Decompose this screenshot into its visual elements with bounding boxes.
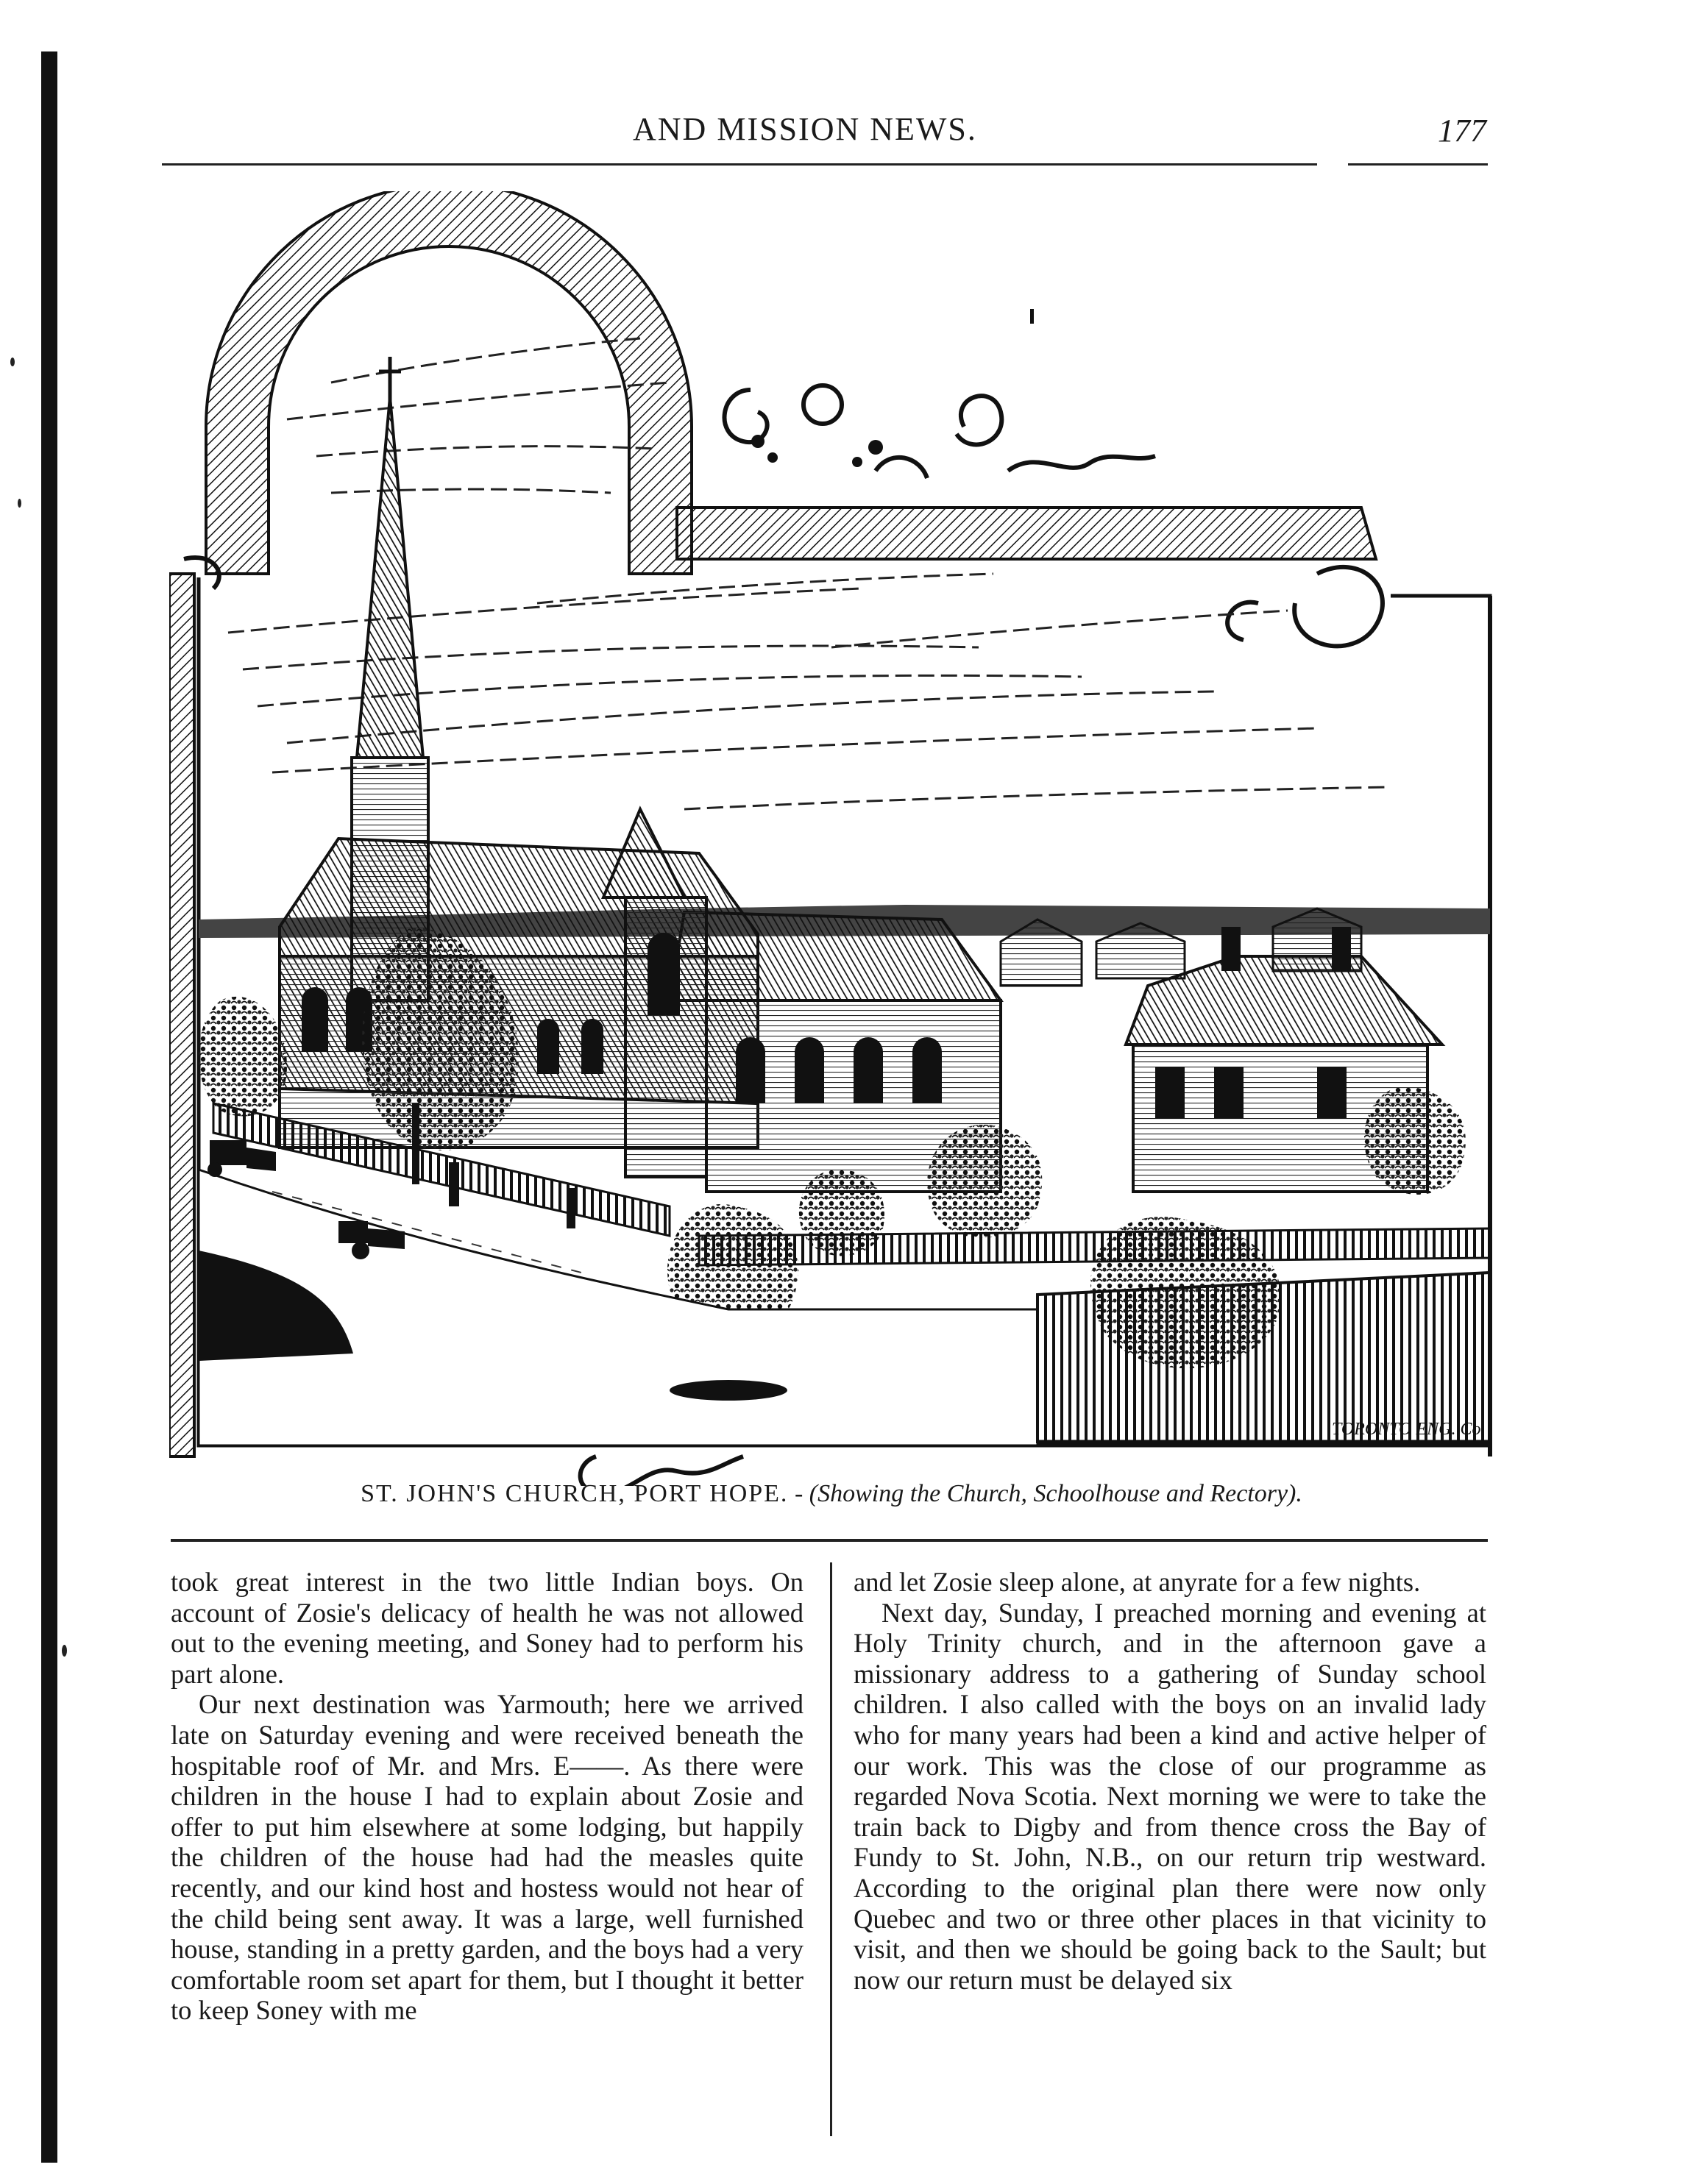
church-illustration [169,191,1494,1486]
caption-title: ST. JOHN'S CHURCH, PORT HOPE. [361,1480,789,1507]
ink-speck [62,1645,67,1657]
ink-speck [18,499,21,508]
header-rule [162,163,1317,166]
paragraph: took great interest in the two little Indian boys. On account of Zosie's delicacy of health he was not allowed out to the evening meeting, and Soney had to perform his part alone. [171,1567,804,1689]
page-header [162,110,1486,162]
paragraph: Next day, Sunday, I preached morning and evening at Holy Trinity church, and in the afternoon gave a missionary address to a gathering of Sunday school children. I also called with the boys on an invalid lady who for many years had been a kind and active helper of our work. This was the close of our programme as regarded Nova Scotia. Next morning we were to take the train back to Digby and from thence cross the Bay of Fundy to St. John, N.B., on our return trip westward. According to the original plan there were now only Quebec and two or three other places in that vicinity to visit, and then we should be going back to the Sault; but now our return must be delayed six [854,1597,1486,1995]
paragraph: Our next destination was Yarmouth; here we arrived late on Saturday evening and were received beneath the hospitable roof of Mr. and Mrs. E——. As there were children in the house I had to explain about Zosie and offer to put him elsewhere at some lodging, but happily the children of the house had had the measles quite recently, and our kind host and hostess would not hear of the child being sent away. It was a large, well furnished house, standing in a pretty garden, and the boys had a very comfortable room set apart for them, but I thought it better to keep Soney with me [171,1689,804,2026]
binding-shadow [41,51,57,2163]
running-head: AND MISSION NEWS. [633,111,977,147]
column-divider [830,1562,832,2136]
left-column [171,1567,804,2026]
ink-speck [10,358,15,366]
caption-rule [171,1539,1488,1542]
engraver-signature: TORONTO ENG. Co. [1332,1420,1486,1439]
page-number: 177 [1438,113,1486,149]
illustration-caption [169,1480,1494,1508]
right-column [854,1567,1486,1995]
paragraph: and let Zosie sleep alone, at anyrate for a few nights. [854,1567,1421,1597]
header-rule-right [1348,163,1488,166]
caption-subtitle: - (Showing the Church, Schoolhouse and Rectory). [788,1480,1302,1507]
